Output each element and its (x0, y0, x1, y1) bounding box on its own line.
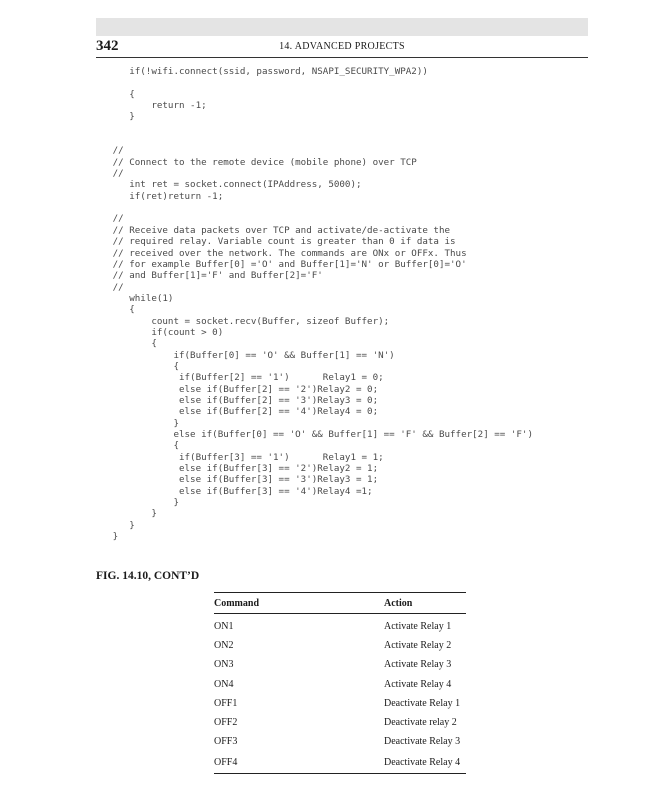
action-cell: Activate Relay 3 (384, 659, 452, 671)
command-cell: ON2 (214, 640, 234, 652)
code-line: { (96, 440, 179, 452)
action-cell: Deactivate Relay 3 (384, 736, 461, 748)
code-line: if(count > 0) (96, 326, 224, 338)
code-line (96, 134, 533, 145)
command-cell: ON1 (214, 621, 234, 633)
code-line: // (96, 281, 124, 293)
code-line (96, 77, 533, 88)
code-line: // (96, 168, 124, 180)
code-line: if(Buffer[2] == '1') Relay1 = 0; (96, 372, 384, 384)
code-line (96, 123, 533, 134)
code-line: if(Buffer[0] == 'O' && Buffer[1] == 'N') (96, 349, 395, 361)
command-table (214, 592, 466, 774)
code-line: else if(Buffer[2] == '4')Relay4 = 0; (96, 406, 379, 418)
code-line: } (96, 519, 135, 531)
page-number: 342 (96, 38, 119, 54)
code-line: else if(Buffer[3] == '3')Relay3 = 1; (96, 474, 379, 486)
column-header-command: Command (214, 593, 384, 614)
code-line: if(!wifi.connect(ssid, password, NSAPI_SECURITY_WPA2)) (96, 66, 428, 77)
action-cell: Activate Relay 2 (384, 640, 452, 652)
table-row (214, 694, 466, 713)
code-line: int ret = socket.connect(IPAddress, 5000); (96, 179, 362, 191)
action-cell: Deactivate Relay 1 (384, 697, 461, 709)
action-cell: Deactivate Relay 4 (384, 751, 466, 774)
code-line: { (96, 304, 135, 316)
command-cell: OFF4 (214, 751, 384, 774)
command-cell: OFF2 (214, 717, 238, 729)
code-line: // for example Buffer[0] ='O' and Buffer[1]='N' or Buffer[0]='O' (96, 258, 467, 270)
code-line: else if(Buffer[3] == '4')Relay4 =1; (96, 485, 373, 497)
header-rule (96, 57, 588, 58)
code-line: // (96, 213, 124, 225)
code-line: count = socket.recv(Buffer, sizeof Buffer); (96, 315, 390, 327)
code-line: return -1; (96, 100, 207, 112)
header-bar (96, 18, 588, 36)
code-line: // required relay. Variable count is greater than 0 if data is (96, 236, 456, 248)
action-cell: Deactivate relay 2 (384, 717, 457, 729)
code-line: } (96, 508, 157, 520)
code-line: // and Buffer[1]='F' and Buffer[2]='F' (96, 270, 323, 282)
code-line: if(Buffer[3] == '1') Relay1 = 1; (96, 451, 384, 463)
code-line (96, 202, 533, 213)
command-cell: OFF3 (214, 736, 238, 748)
code-line: else if(Buffer[2] == '3')Relay3 = 0; (96, 394, 379, 406)
table-header-row (214, 593, 466, 614)
table-row (214, 713, 466, 732)
code-line: // Connect to the remote device (mobile phone) over TCP (96, 156, 417, 168)
running-head: 14. ADVANCED PROJECTS (279, 41, 405, 52)
action-cell: Activate Relay 1 (384, 621, 452, 633)
code-line: } (96, 497, 179, 509)
command-cell: ON4 (214, 678, 234, 690)
table-row (214, 732, 466, 751)
code-line: else if(Buffer[3] == '2')Relay2 = 1; (96, 463, 379, 475)
code-line: { (96, 360, 179, 372)
code-line: } (96, 111, 135, 123)
table-row (214, 675, 466, 694)
command-cell: ON3 (214, 659, 234, 671)
table-row (214, 751, 466, 774)
command-cell: OFF1 (214, 697, 238, 709)
code-line: // Receive data packets over TCP and activate/de-activate the (96, 224, 451, 236)
code-line: else if(Buffer[0] == 'O' && Buffer[1] == 'F' && Buffer[2] == 'F') (96, 429, 533, 440)
code-line: } (96, 417, 179, 429)
code-line: { (96, 338, 157, 350)
code-line: else if(Buffer[2] == '2')Relay2 = 0; (96, 383, 379, 395)
table-row (214, 636, 466, 655)
column-header-action: Action (384, 593, 466, 614)
code-line: while(1) (96, 292, 174, 304)
code-line: } (96, 531, 119, 543)
table-row (214, 614, 466, 637)
code-line: { (96, 88, 135, 100)
table-row (214, 655, 466, 674)
figure-caption: FIG. 14.10, CONT’D (96, 570, 200, 582)
code-listing (96, 66, 533, 542)
code-line: // received over the network. The commands are ONx or OFFx. Thus (96, 247, 467, 259)
code-line: // (96, 145, 124, 157)
action-cell: Activate Relay 4 (384, 678, 452, 690)
code-line: if(ret)return -1; (96, 190, 224, 202)
